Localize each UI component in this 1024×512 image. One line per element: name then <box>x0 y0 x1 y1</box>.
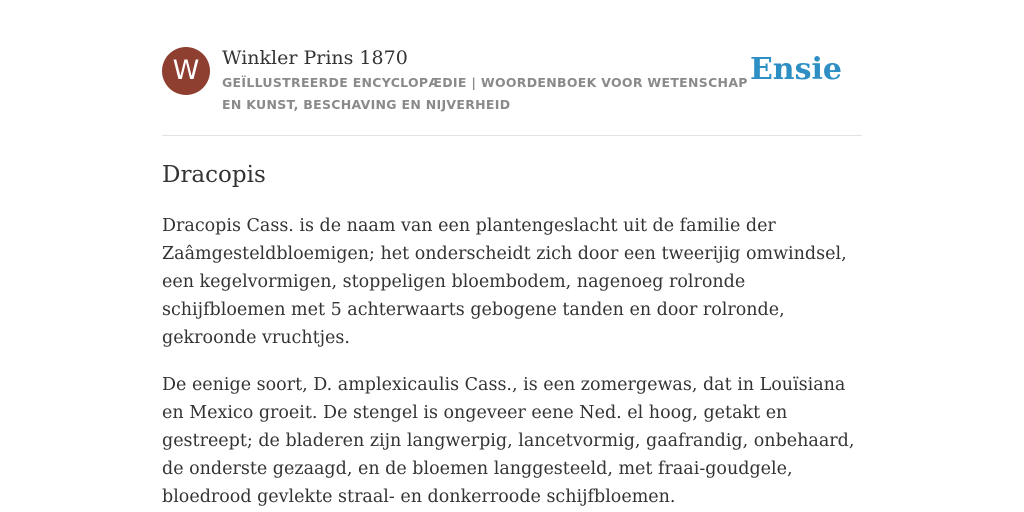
source-avatar[interactable]: W <box>162 47 210 95</box>
entry-paragraph: De eenige soort, D. amplexicaulis Cass., is een zomergewas, dat in Louïsiana en Mexico groeit. De stengel is ongeveer eene Ned. el hoog, getakt en gestreept; de bladeren zijn langwerpig, lancetvormig, gaafrandig, onbehaard, de onderste gezaagd, en de bloemen langgesteeld, met fraai-goudgele, bloedrood gevlekte straal- en donkerroode schijfbloemen. <box>162 375 855 507</box>
header-divider <box>162 135 862 136</box>
source-header <box>162 44 862 116</box>
source-title[interactable]: Winkler Prins 1870 <box>222 47 408 69</box>
entry-paragraph: Dracopis Cass. is de naam van een plantengeslacht uit de familie der Zaâmgesteldbloemigen; het onderscheidt zich door een tweerijig omwindsel, een kegelvormigen, stoppeligen bloembodem, nagenoeg rolronde schijfbloemen met 5 achterwaarts gebogene tanden en door rolronde, gekroonde vruchtjes. <box>162 216 847 348</box>
source-subtitle: GEÏLLUSTREERDE ENCYCLOPÆDIE | WOORDENBOEK VOOR WETENSCHAP EN KUNST, BESCHAVING EN NIJVERHEID <box>222 75 748 112</box>
entry-title: Dracopis <box>162 162 266 188</box>
ensie-logo[interactable]: Ensie <box>749 52 842 87</box>
entry-body <box>162 212 862 512</box>
